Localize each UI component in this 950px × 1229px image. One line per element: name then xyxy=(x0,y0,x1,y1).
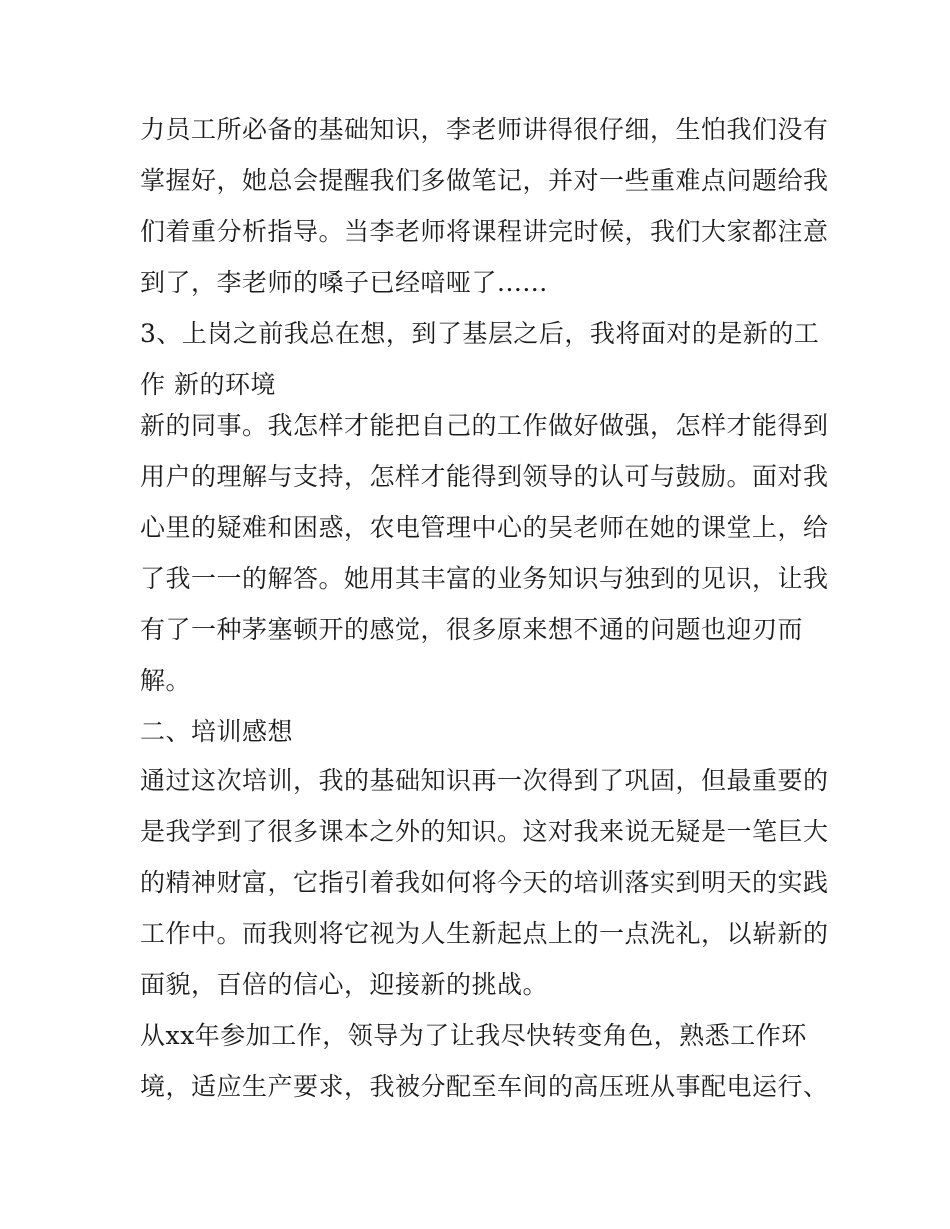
text-line: 了我一一的解答。她用其丰富的业务知识与独到的见识，让我 xyxy=(140,564,829,593)
section-item-3: 3、上岗之前我总在想，到了基层之后，我将面对的是新的工 xyxy=(140,319,820,348)
text-line: 新的同事。我怎样才能把自己的工作做好做强，怎样才能得到 xyxy=(140,411,829,440)
document-body xyxy=(140,104,829,1112)
text-line: 掌握好，她总会提醒我们多做笔记，并对一些重难点问题给我 xyxy=(140,166,829,195)
text-line: 心里的疑难和困惑，农电管理中心的吴老师在她的课堂上，给 xyxy=(140,513,829,542)
text-line: 境，适应生产要求，我被分配至车间的高压班从事配电运行、 xyxy=(140,1072,829,1101)
text-line: 有了一种茅塞顿开的感觉，很多原来想不通的问题也迎刃而 xyxy=(140,615,804,644)
text-line: 是我学到了很多课本之外的知识。这对我来说无疑是一笔巨大 xyxy=(140,817,829,846)
text-line: 到了，李老师的嗓子已经喑哑了...... xyxy=(140,268,548,297)
text-line: 用户的理解与支持，怎样才能得到领导的认可与鼓励。面对我 xyxy=(140,462,829,491)
text-line: 通过这次培训，我的基础知识再一次得到了巩固，但最重要的 xyxy=(140,766,829,795)
text-line: 力员工所必备的基础知识，李老师讲得很仔细，生怕我们没有 xyxy=(140,115,829,144)
text-line: 工作中。而我则将它视为人生新起点上的一点洗礼，以崭新的 xyxy=(140,919,829,948)
text-line: 面貌，百倍的信心，迎接新的挑战。 xyxy=(140,970,549,999)
section-heading: 二、培训感想 xyxy=(140,717,294,746)
text-line: 解。 xyxy=(140,666,192,695)
text-line: 作 新的环境 xyxy=(140,370,276,399)
text-line: 从xx年参加工作，领导为了让我尽快转变角色，熟悉工作环 xyxy=(140,1021,807,1050)
text-line: 们着重分析指导。当李老师将课程讲完时候，我们大家都注意 xyxy=(140,217,829,246)
text-line: 的精神财富，它指引着我如何将今天的培训落实到明天的实践 xyxy=(140,868,829,897)
